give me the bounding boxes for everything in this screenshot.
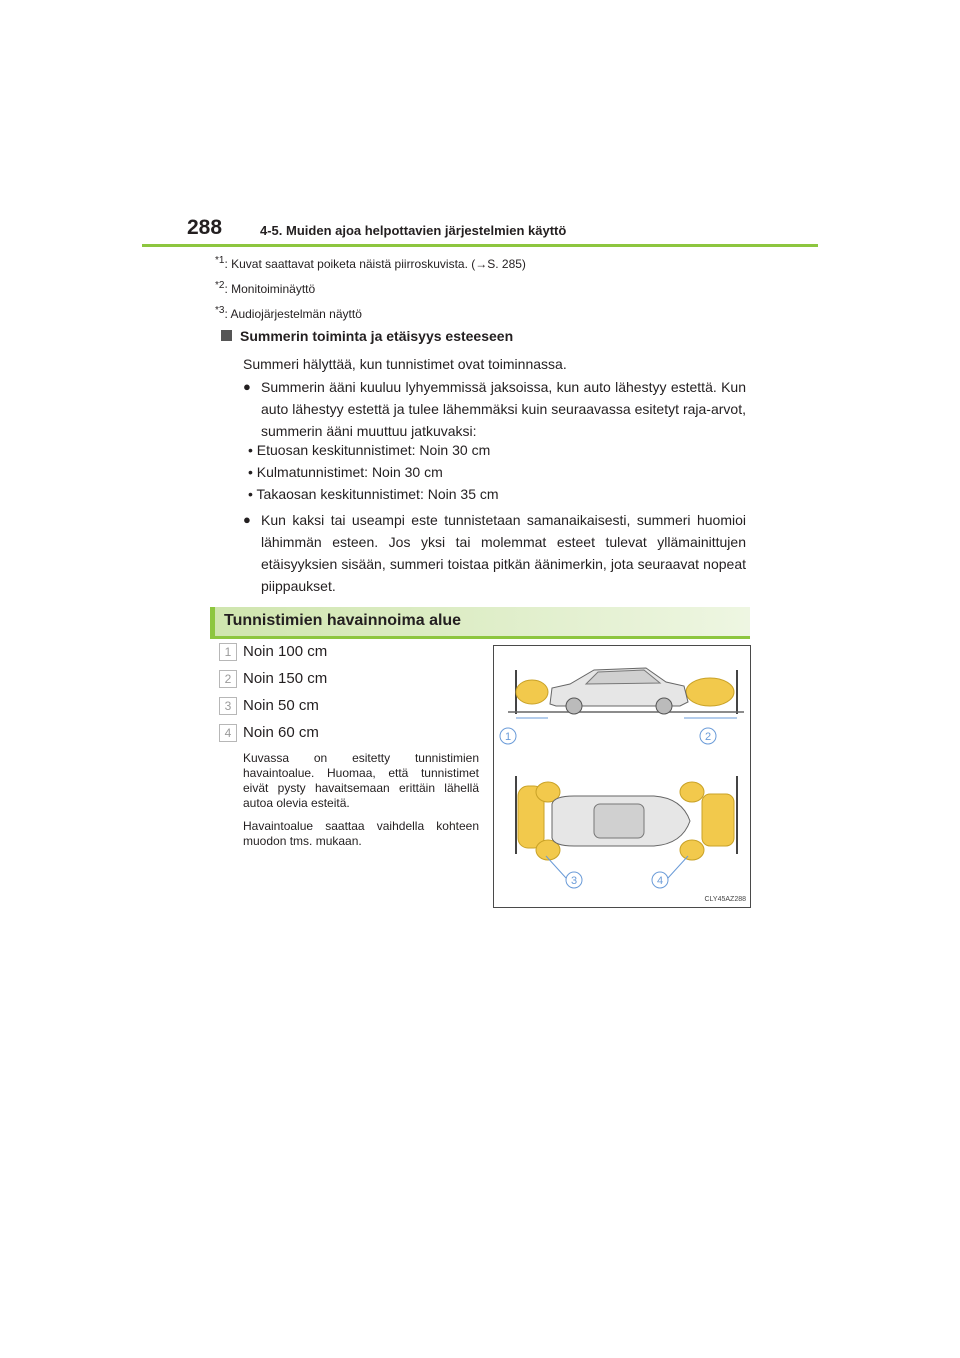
buzzer-bullet-1: ● Summerin ääni kuuluu lyhyemmissä jaksoissa, kun auto lähestyy estettä. Kun auto lähestyy estettä ja tulee lähemmäksi kuin seuraavassa esitetyt raja-arvot, summerin ääni muuttuu jatkuvaksi:: [243, 376, 746, 442]
sub-item-corner: • Kulmatunnistimet: Noin 30 cm: [248, 464, 443, 480]
wheel-icon: [656, 698, 672, 714]
rear-zone-side: [516, 680, 548, 704]
number-marker-3: 3: [219, 697, 237, 715]
footnote-2: $^{*2}$: Monitoiminäyttö: [215, 280, 316, 296]
footnote-3: $^{*3}$: Audiojärjestelmän näyttö: [215, 305, 362, 321]
range-arrow-3: [546, 856, 566, 878]
bullet-dot-icon: ●: [243, 379, 251, 394]
square-bullet-icon: [221, 330, 232, 341]
sub-item-front: • Etuosan keskitunnistimet: Noin 30 cm: [248, 442, 491, 458]
section-title: 4-5. Muiden ajoa helpottavien järjestelmien käyttö: [260, 223, 567, 238]
sensor-range-diagram: [494, 646, 750, 907]
front-corner-zone-left: [680, 782, 704, 802]
bullet-dot-icon: ●: [243, 512, 251, 527]
marker-label-1: 1: [504, 731, 512, 743]
detection-title: Tunnistimien havainnoima alue: [224, 612, 462, 629]
band-accent: [210, 607, 215, 639]
sensor-range-figure: [493, 645, 751, 908]
number-marker-4: 4: [219, 724, 237, 742]
front-corner-zone-right: [680, 840, 704, 860]
page-number: 288: [187, 216, 223, 239]
car-roof-icon: [594, 804, 644, 838]
number-marker-1: 1: [219, 643, 237, 661]
buzzer-intro: Summeri hälyttää, kun tunnistimet ovat toiminnassa.: [243, 356, 567, 372]
distance-2: Noin 150 cm: [243, 670, 328, 687]
number-marker-2: 2: [219, 670, 237, 688]
buzzer-bullet-2: ● Kun kaksi tai useampi este tunnistetaan samanaikaisesti, summeri huomioi lähimmän esteen. Jos yksi tai molemmat esteet tulevat yllämainittujen etäisyyksien sisään, summeri toistaa pitkän äänimerkin, jota seuraavat nopeat piippaukset.: [243, 509, 746, 597]
range-arrow-4: [668, 856, 688, 878]
header-rule: [142, 244, 818, 247]
front-zone-side: [686, 678, 734, 706]
distance-1: Noin 100 cm: [243, 643, 328, 660]
distance-4: Noin 60 cm: [243, 724, 319, 741]
marker-label-4: 4: [656, 875, 664, 887]
front-center-zone: [702, 794, 734, 846]
detection-note-1: Kuvassa on esitetty tunnistimien havaintoalue. Huomaa, että tunnistimet eivät pysty havaitsemaan erittäin lähellä autoa olevia esteitä.: [243, 751, 479, 810]
figure-code: CLY45AZ288: [704, 896, 746, 903]
sub-item-rear: • Takaosan keskitunnistimet: Noin 35 cm: [248, 486, 499, 502]
detection-note-2: Havaintoalue saattaa vaihdella kohteen muodon tms. mukaan.: [243, 819, 479, 848]
wheel-icon: [566, 698, 582, 714]
marker-label-3: 3: [570, 875, 578, 887]
marker-label-2: 2: [704, 731, 712, 743]
buzzer-heading: Summerin toiminta ja etäisyys esteeseen: [221, 328, 513, 344]
footnote-1: $^{*1}$: Kuvat saattavat poiketa näistä piirroskuvista. (→S. 285): [215, 255, 526, 271]
distance-3: Noin 50 cm: [243, 697, 319, 714]
